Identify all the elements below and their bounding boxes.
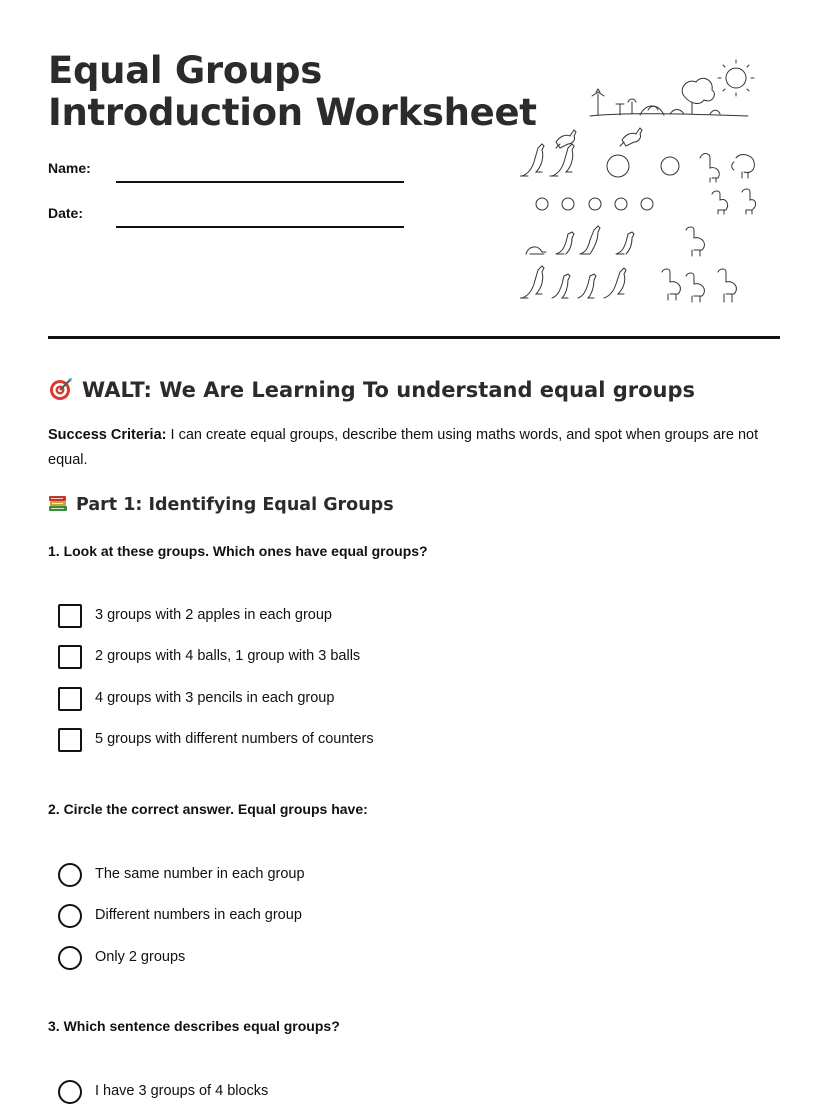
date-label: Date: (48, 205, 84, 221)
option-label: 4 groups with 3 pencils in each group (95, 690, 335, 706)
option-label: Different numbers in each group (95, 907, 302, 923)
part1-heading (48, 493, 394, 515)
checkbox[interactable] (58, 604, 82, 628)
part1-title: Part 1: Identifying Equal Groups (76, 495, 394, 515)
question-1-option-4[interactable] (58, 728, 658, 752)
question-1-option-3[interactable] (58, 687, 658, 711)
question-2-prompt: 2. Circle the correct answer. Equal groups have: (48, 801, 368, 817)
section-divider (48, 336, 780, 339)
landscape-icon (590, 78, 748, 116)
radio-circle[interactable] (58, 904, 82, 928)
name-label: Name: (48, 160, 91, 176)
success-criteria-label: Success Criteria: (48, 427, 167, 443)
radio-circle[interactable] (58, 863, 82, 887)
option-label: I have 3 groups of 4 blocks (95, 1083, 269, 1099)
question-1-option-2[interactable] (58, 645, 658, 669)
animals-illustration (520, 58, 760, 308)
option-label: Only 2 groups (95, 949, 186, 965)
question-2-option-3[interactable] (58, 946, 658, 970)
option-label: The same number in each group (95, 866, 305, 882)
success-criteria (48, 423, 778, 473)
books-icon (48, 493, 68, 513)
sun-icon (718, 60, 754, 96)
walt-heading (48, 376, 695, 402)
title-line-2: Introduction Worksheet (48, 91, 537, 134)
worksheet-title (48, 50, 537, 134)
success-criteria-text: I can create equal groups, describe them using maths words, and spot when groups are not equal. (48, 427, 759, 468)
group-row-4 (520, 266, 736, 302)
name-write-line[interactable] (116, 181, 404, 183)
question-1-option-1[interactable] (58, 604, 658, 628)
question-2-option-1[interactable] (58, 863, 658, 887)
question-3-option-1[interactable] (58, 1080, 658, 1104)
title-line-1: Equal Groups (48, 49, 322, 92)
date-write-line[interactable] (116, 226, 404, 228)
group-row-3 (526, 226, 704, 256)
group-row-2 (536, 189, 756, 214)
checkbox[interactable] (58, 728, 82, 752)
option-label: 2 groups with 4 balls, 1 group with 3 balls (95, 648, 361, 664)
radio-circle[interactable] (58, 1080, 82, 1104)
question-3-prompt: 3. Which sentence describes equal groups? (48, 1018, 340, 1034)
option-label: 5 groups with different numbers of counters (95, 731, 374, 747)
name-field[interactable] (48, 160, 408, 184)
checkbox[interactable] (58, 645, 82, 669)
date-field[interactable] (48, 205, 408, 229)
option-label: 3 groups with 2 apples in each group (95, 607, 332, 623)
kangaroo-icons-top (556, 128, 642, 148)
question-1-prompt: 1. Look at these groups. Which ones have equal groups? (48, 543, 428, 559)
target-dart-icon (48, 376, 74, 402)
radio-circle[interactable] (58, 946, 82, 970)
question-2-option-2[interactable] (58, 904, 658, 928)
group-row-1 (520, 144, 754, 182)
checkbox[interactable] (58, 687, 82, 711)
walt-text: WALT: We Are Learning To understand equal groups (82, 378, 695, 402)
